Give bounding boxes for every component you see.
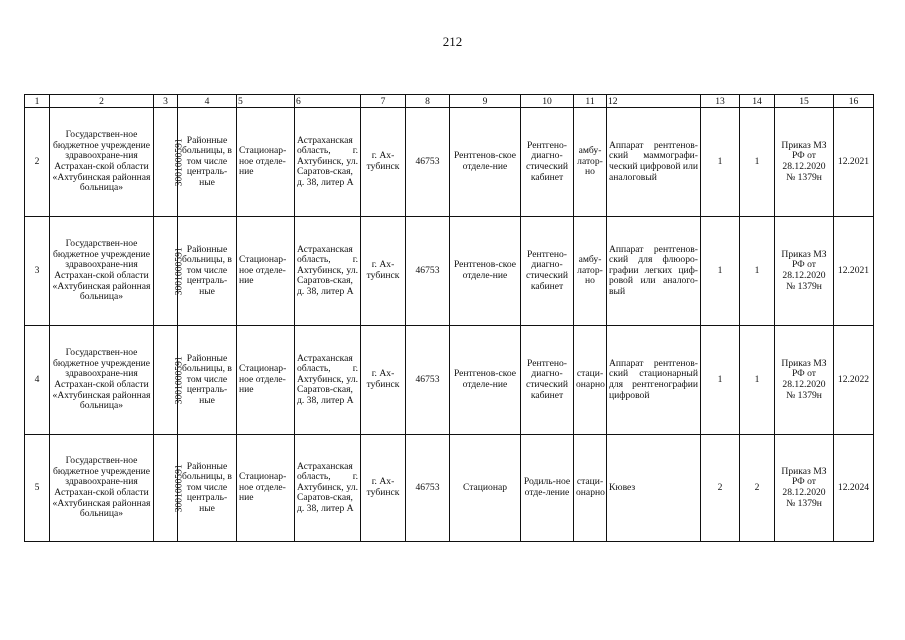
row-number: 3 xyxy=(25,217,50,326)
row-number: 4 xyxy=(25,326,50,435)
header-cell-6: 6 xyxy=(295,95,361,108)
organization-type: Районные больницы, в том числе централь-ные xyxy=(178,435,237,542)
oktmo-code: 46753 xyxy=(406,108,450,217)
department: Рентгенов-ское отделе-ние xyxy=(450,217,521,326)
header-cell-14: 14 xyxy=(740,95,775,108)
header-cell-8: 8 xyxy=(406,95,450,108)
table-row xyxy=(25,108,874,217)
header-cell-2: 2 xyxy=(50,95,154,108)
order-reference: Приказ МЗ РФ от 28.12.2020 № 1379н xyxy=(775,217,834,326)
equipment: Аппарат рентгенов-ский стационарный для рентгенографии цифровой xyxy=(607,326,701,435)
room: Родиль-ное отде-ление xyxy=(521,435,574,542)
header-cell-9: 9 xyxy=(450,95,521,108)
header-cell-7: 7 xyxy=(361,95,406,108)
department: Рентгенов-ское отделе-ние xyxy=(450,326,521,435)
organization-type: Районные больницы, в том числе централь-ные xyxy=(178,217,237,326)
organization-code xyxy=(154,435,185,542)
equipment: Кювез xyxy=(607,435,701,542)
oktmo-code: 46753 xyxy=(406,217,450,326)
department: Рентгенов-ское отделе-ние xyxy=(450,108,521,217)
city: г. Ах-тубинск xyxy=(361,217,406,326)
room: Рентгено-диагно-стический кабинет xyxy=(521,326,574,435)
care-mode: стаци-онарно xyxy=(574,435,607,542)
department-kind: Стационар-ное отделе-ние xyxy=(237,326,295,435)
city: г. Ах-тубинск xyxy=(361,326,406,435)
quantity-col13: 1 xyxy=(701,326,740,435)
header-cell-5: 5 xyxy=(237,95,295,108)
row-number: 2 xyxy=(25,108,50,217)
quantity-col14: 1 xyxy=(740,108,775,217)
table-row xyxy=(25,326,874,435)
address: Астраханская область, г. Ахтубинск, ул. Саратов-ская, д. 38, литер А xyxy=(295,326,361,435)
care-mode: амбу-латор-но xyxy=(574,108,607,217)
organization-type: Районные больницы, в том числе централь-ные xyxy=(178,326,237,435)
organization-name: Государствен-ное бюджетное учреждение здравоохране-ния Астрахан-ской области «Ахтубинская районная больница» xyxy=(50,108,154,217)
equipment: Аппарат рентгенов-ский для флюоро-графии легких циф-ровой или аналого-вый xyxy=(607,217,701,326)
care-mode: стаци-онарно xyxy=(574,326,607,435)
city: г. Ах-тубинск xyxy=(361,435,406,542)
organization-name: Государствен-ное бюджетное учреждение здравоохране-ния Астрахан-ской области «Ахтубинская районная больница» xyxy=(50,217,154,326)
table-row xyxy=(25,217,874,326)
department-kind: Стационар-ное отделе-ние xyxy=(237,217,295,326)
order-reference: Приказ МЗ РФ от 28.12.2020 № 1379н xyxy=(775,326,834,435)
header-cell-11: 11 xyxy=(574,95,607,108)
organization-code-text: 3001000591 xyxy=(173,464,185,512)
row-number: 5 xyxy=(25,435,50,542)
header-cell-4: 4 xyxy=(178,95,237,108)
due-date: 12.2022 xyxy=(834,326,874,435)
care-mode: амбу-латор-но xyxy=(574,217,607,326)
organization-code xyxy=(154,326,185,435)
organization-name: Государствен-ное бюджетное учреждение здравоохране-ния Астрахан-ской области «Ахтубинская районная больница» xyxy=(50,435,154,542)
due-date: 12.2021 xyxy=(834,108,874,217)
due-date: 12.2024 xyxy=(834,435,874,542)
header-cell-13: 13 xyxy=(701,95,740,108)
address: Астраханская область, г. Ахтубинск, ул. Саратов-ская, д. 38, литер А xyxy=(295,108,361,217)
city: г. Ах-тубинск xyxy=(361,108,406,217)
quantity-col14: 2 xyxy=(740,435,775,542)
department-kind: Стационар-ное отделе-ние xyxy=(237,435,295,542)
equipment: Аппарат рентгенов-ский маммографи-ческий цифровой или аналоговый xyxy=(607,108,701,217)
room: Рентгено-диагно-стический кабинет xyxy=(521,108,574,217)
header-cell-12: 12 xyxy=(607,95,701,108)
address: Астраханская область, г. Ахтубинск, ул. Саратов-ская, д. 38, литер А xyxy=(295,435,361,542)
quantity-col14: 1 xyxy=(740,326,775,435)
quantity-col13: 1 xyxy=(701,217,740,326)
organization-code-text: 3001000591 xyxy=(173,138,185,186)
address: Астраханская область, г. Ахтубинск, ул. Саратов-ская, д. 38, литер А xyxy=(295,217,361,326)
due-date: 12.2021 xyxy=(834,217,874,326)
page-number: 212 xyxy=(442,34,463,49)
department: Стационар xyxy=(450,435,521,542)
department-kind: Стационар-ное отделе-ние xyxy=(237,108,295,217)
organization-code-text: 3001000591 xyxy=(173,247,185,295)
quantity-col13: 2 xyxy=(701,435,740,542)
order-reference: Приказ МЗ РФ от 28.12.2020 № 1379н xyxy=(775,435,834,542)
organization-type: Районные больницы, в том числе централь-ные xyxy=(178,108,237,217)
header-cell-16: 16 xyxy=(834,95,874,108)
header-cell-3: 3 xyxy=(154,95,178,108)
equipment-table xyxy=(24,94,874,542)
organization-code xyxy=(154,217,185,326)
oktmo-code: 46753 xyxy=(406,435,450,542)
header-cell-10: 10 xyxy=(521,95,574,108)
table-row xyxy=(25,435,874,542)
order-reference: Приказ МЗ РФ от 28.12.2020 № 1379н xyxy=(775,108,834,217)
quantity-col14: 1 xyxy=(740,217,775,326)
header-cell-1: 1 xyxy=(25,95,50,108)
oktmo-code: 46753 xyxy=(406,326,450,435)
organization-code xyxy=(154,108,185,217)
organization-name: Государствен-ное бюджетное учреждение здравоохране-ния Астрахан-ской области «Ахтубинская районная больница» xyxy=(50,326,154,435)
organization-code-text: 3001000591 xyxy=(173,356,185,404)
header-cell-15: 15 xyxy=(775,95,834,108)
quantity-col13: 1 xyxy=(701,108,740,217)
room: Рентгено-диагно-стический кабинет xyxy=(521,217,574,326)
header-row xyxy=(25,95,874,108)
